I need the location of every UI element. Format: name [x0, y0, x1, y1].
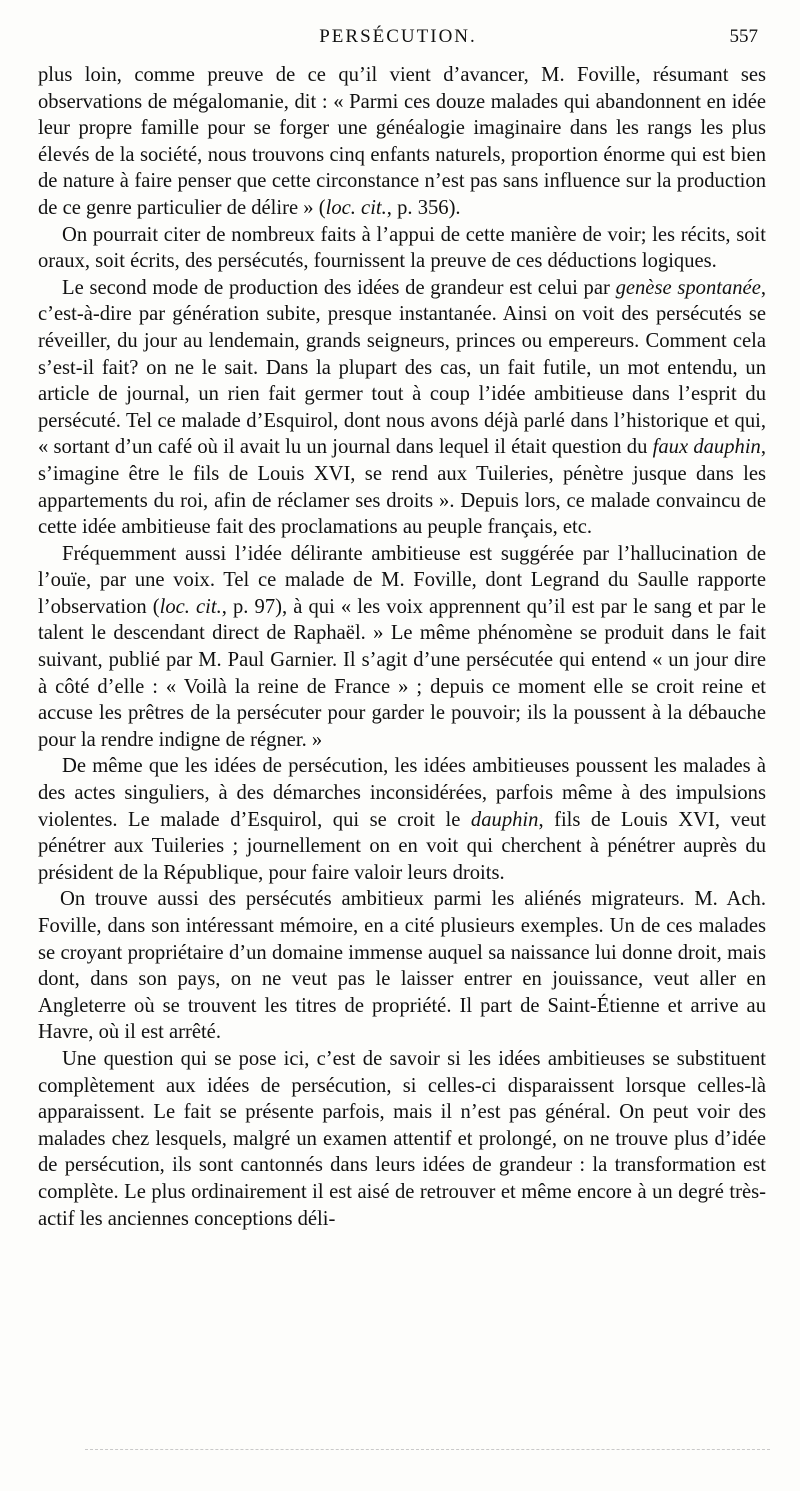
bottom-bleed-through: [85, 1449, 770, 1450]
paragraph: [38, 1046, 766, 1232]
paragraph: [38, 275, 766, 541]
text-run: On pourrait citer de nombreux faits à l’appui de cette manière de voir; les récits, soit oraux, soit écrits, des persécutés, fournissent la preuve de ces déductions logiques.: [38, 223, 766, 273]
text-run: De même que les idées de persécution, les idées ambitieuses poussent les malades à des actes singuliers, à des démarches inconsidérées, parfois même à des impulsions violentes. Le malade d’Esquirol, qui se croit le: [38, 755, 766, 831]
text-run: , fils de Louis XVI, veut pénétrer aux Tuileries ; journellement on en voit qui cherchent à pénétrer auprès du président de la République, pour faire valoir leurs droits.: [38, 808, 766, 884]
text-run: , c’est-à-dire par génération subite, presque instantanée. Ainsi on voit des persécutés se réveiller, du jour au lendemain, grands seigneurs, princes ou empereurs. Comment cela s’est-il fait? on ne le sait. Dans la plupart des cas, un fait futile, un mot entendu, un article de journal, un rien fait germer tout à coup l’idée ambitieuse dans l’esprit du persécuté. Tel ce malade d’Esquirol, dont nous avons déjà parlé dans l’historique et qui, « sortant d’un café où il avait lu un journal dans lequel il était question du: [38, 276, 766, 459]
page-header: [38, 26, 758, 56]
paragraph: [38, 62, 766, 222]
italic-text: loc. cit.: [325, 196, 387, 219]
body-text: [38, 62, 766, 1232]
paragraph: [38, 886, 766, 1046]
page-number: 557: [729, 26, 758, 47]
paragraph: [38, 753, 766, 886]
text-run: plus loin, comme preuve de ce qu’il vient d’avancer, M. Foville, résumant ses observations de mégalomanie, dit : « Parmi ces douze malades qui abandonnent en idée leur propre famille pour se forger une généalogie imaginaire dans les rangs les plus élevés de la société, nous trouvons cinq enfants naturels, proportion énorme qui est bien de nature à faire penser que cette circonstance n’est pas sans influence sur la production de ce genre particulier de délire » (: [38, 64, 766, 219]
text-run: , p. 97), à qui « les voix apprennent qu’il est par le sang et par le talent le descendant direct de Raphaël. » Le même phénomène se produit dans le fait suivant, publié par M. Paul Garnier. Il s’agit d’une persécutée qui entend « un jour dire à côté d’elle : « Voilà la reine de France » ; depuis ce moment elle se croit reine et accuse les prêtres de la persécuter pour garder le pouvoir; ils la poussent à la débauche pour la rendre indigne de régner. »: [38, 595, 766, 751]
text-run: On trouve aussi des persécutés ambitieux parmi les aliénés migrateurs. M. Ach. Foville, dans son intéressant mémoire, en a cité plusieurs exemples. Un de ces malades se croyant propriétaire d’un domaine immense auquel sa naissance lui donne droit, mais dont, dans son pays, on ne veut pas le laisser entrer en jouissance, veut aller en Angleterre où se trouvent les titres de propriété. Il part de Saint-Étienne et arrive au Havre, où il est arrêté.: [38, 888, 766, 1044]
italic-text: dauphin: [470, 808, 539, 831]
text-run: Le second mode de production des idées de grandeur est celui par: [62, 276, 616, 299]
paragraph: [38, 541, 766, 754]
paragraph: [38, 222, 766, 275]
text-run: , s’imagine être le fils de Louis XVI, se rend aux Tuileries, pénètre jusque dans les appartements du roi, afin de réclamer ses droits ». Depuis lors, ce malade convaincu de cette idée ambitieuse fait des proclamations au peuple français, etc.: [38, 436, 767, 539]
italic-text: faux dauphin: [652, 436, 761, 459]
text-run: Fréquemment aussi l’idée délirante ambitieuse est suggérée par l’hallucination de l’ouïe, par une voix. Tel ce malade de M. Foville, dont Legrand du Saulle rapporte l’observation (: [38, 542, 766, 618]
text-run: Une question qui se pose ici, c’est de savoir si les idées ambitieuses se substituent complètement aux idées de persécution, si celles-ci disparaissent lorsque celles-là apparaissent. Le fait se présente parfois, mais il n’est pas général. On peut voir des malades chez lesquels, malgré un examen attentif et prolongé, on ne trouve plus d’idée de persécution, ils sont cantonnés dans leurs idées de grandeur : la transformation est complète. Le plus ordinairement il est aisé de retrouver et même encore à un degré très-actif les anciennes conceptions déli-: [38, 1047, 766, 1230]
running-title: PERSÉCUTION.: [319, 26, 477, 47]
italic-text: loc. cit.: [159, 595, 222, 618]
italic-text: genèse spontanée: [615, 276, 761, 299]
text-run: , p. 356).: [386, 196, 461, 219]
